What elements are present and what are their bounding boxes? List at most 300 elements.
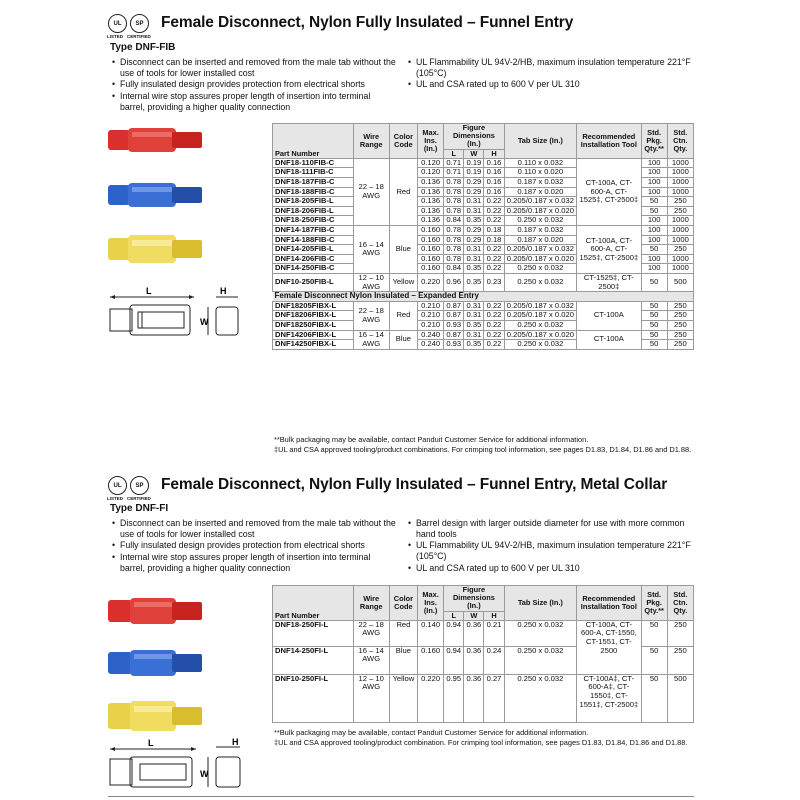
table-cell: 0.24 — [484, 646, 504, 674]
table-cell: 250 — [667, 340, 693, 350]
dimension-drawing — [108, 285, 248, 345]
table-cell: 0.21 — [484, 620, 504, 646]
table-cell: 0.205/0.187 x 0.032 — [504, 197, 577, 207]
table-cell: 0.35 — [464, 264, 484, 274]
table-cell: 16 – 14 AWG — [353, 646, 389, 674]
table-cell: 0.35 — [464, 216, 484, 226]
table-cell: 0.22 — [484, 301, 504, 311]
table-cell: 0.95 — [444, 674, 464, 722]
table-cell: CT-100A, CT-600-A, CT-1525‡, CT-2500‡ — [577, 225, 641, 273]
table-cell: 0.187 x 0.020 — [504, 235, 577, 245]
table-cell: 0.136 — [418, 206, 444, 216]
table-cell: 50 — [641, 646, 667, 674]
table-cell: 0.22 — [484, 216, 504, 226]
table-cell: DNF18-250FIB-C — [273, 216, 354, 226]
table-cell: 0.22 — [484, 197, 504, 207]
table-cell: 0.250 x 0.032 — [504, 340, 577, 350]
table-cell: 50 — [641, 620, 667, 646]
section2-note-tooling: ‡UL and CSA approved tooling/product combination. For crimping tool information, see pages D1.83, D1.84, D1.86 and D1.88. — [274, 738, 688, 747]
drawing-shape — [128, 183, 176, 207]
table-cell: 1000 — [667, 187, 693, 197]
table-cell: 1000 — [667, 158, 693, 168]
table-cell: 16 – 14 AWG — [353, 330, 389, 349]
bullet: • Disconnect can be inserted and removed from the male tab without the use of tools for lower installed cost — [112, 57, 397, 78]
table-cell: 1000 — [667, 235, 693, 245]
bullet: • UL and CSA rated up to 600 V per UL 310 — [408, 563, 698, 574]
table-cell: 0.31 — [464, 301, 484, 311]
drawing-shape — [130, 650, 176, 676]
table-cell: 0.31 — [464, 311, 484, 321]
table-row — [273, 674, 694, 722]
table-cell: 250 — [667, 301, 693, 311]
table-cell: 0.16 — [484, 158, 504, 168]
bullet: • UL and CSA rated up to 600 V per UL 310 — [408, 79, 698, 90]
table-cell: 0.19 — [464, 168, 484, 178]
table-cell: 1000 — [667, 178, 693, 188]
table-cell: 250 — [667, 620, 693, 646]
table-cell: 0.29 — [464, 178, 484, 188]
table-cell: 100 — [641, 216, 667, 226]
table-cell: Red — [389, 301, 417, 330]
table-cell: DNF14206FIBX-L — [273, 330, 354, 340]
header-pkg-qty: Std. Pkg. Qty.** — [641, 124, 667, 159]
table-cell: 0.250 x 0.032 — [504, 320, 577, 330]
header-tab-size: Tab Size (In.) — [504, 124, 577, 159]
table-cell: 0.78 — [444, 225, 464, 235]
header-tab-size: Tab Size (In.) — [504, 586, 577, 621]
table-cell: 22 – 18 AWG — [353, 620, 389, 646]
table-cell: 0.160 — [418, 254, 444, 264]
header-ctn-qty: Std. Ctn. Qty. — [667, 124, 693, 159]
table-cell: CT-1525‡, CT-2500‡ — [577, 273, 641, 291]
bottom-divider — [108, 796, 694, 797]
header-color-code: Color Code — [389, 124, 417, 159]
table-cell: 0.78 — [444, 254, 464, 264]
csa-logo: SP CERTIFIED — [130, 14, 149, 33]
dimension-drawing — [108, 737, 248, 795]
drawing-shape — [172, 654, 202, 672]
table-cell: 0.22 — [484, 330, 504, 340]
table-cell: DNF14250FIBX-L — [273, 340, 354, 350]
table-cell: 0.136 — [418, 216, 444, 226]
header-h: H — [484, 611, 504, 620]
table-cell: 0.36 — [464, 620, 484, 646]
dim-label-w: W — [200, 769, 209, 779]
table-cell: 22 – 18 AWG — [353, 158, 389, 225]
section1-title: Female Disconnect, Nylon Fully Insulated – Funnel Entry — [161, 14, 574, 31]
table-header-row — [273, 124, 694, 150]
table-cell: 0.35 — [464, 340, 484, 350]
bullet: • Internal wire stop assures proper length of insertion into terminal barrel, providing a higher quality connection — [112, 91, 397, 112]
table-row — [273, 225, 694, 235]
section2-spec-table — [272, 585, 694, 723]
table-cell: Red — [389, 620, 417, 646]
table-cell: 50 — [641, 273, 667, 291]
table-cell: 0.94 — [444, 620, 464, 646]
drawing-shape — [108, 652, 132, 674]
table-cell: 0.22 — [484, 320, 504, 330]
table-cell: 0.250 x 0.032 — [504, 264, 577, 274]
csa-logo: SP CERTIFIED — [130, 476, 149, 495]
table-cell: DNF18-110FIB-C — [273, 158, 354, 168]
table-cell: 0.22 — [484, 245, 504, 255]
table-cell: 0.160 — [418, 235, 444, 245]
drawing-shape — [134, 654, 172, 659]
table-cell: 0.160 — [418, 245, 444, 255]
dim-label-h: H — [232, 737, 239, 747]
dim-label-h: H — [220, 286, 227, 296]
header-color-code: Color Code — [389, 586, 417, 621]
table-cell: 100 — [641, 225, 667, 235]
table-cell: 0.27 — [484, 674, 504, 722]
table-cell: 1000 — [667, 225, 693, 235]
table-cell: 22 – 18 AWG — [353, 301, 389, 330]
table-cell: 0.210 — [418, 311, 444, 321]
header-figure-dimensions: Figure Dimensions (In.) — [444, 586, 504, 612]
table-cell: 0.205/0.187 x 0.020 — [504, 254, 577, 264]
table-cell: 0.96 — [444, 273, 464, 291]
dim-label-l: L — [146, 286, 152, 296]
drawing-shape — [132, 187, 172, 192]
table-cell: CT-100A, CT-600-A, CT-1525‡, CT-2500‡ — [577, 158, 641, 225]
blue-collar-disconnect-image — [108, 640, 208, 690]
table-cell: Yellow — [389, 273, 417, 291]
dim-label-l: L — [148, 738, 154, 748]
header-w: W — [464, 611, 484, 620]
table-header-row — [273, 586, 694, 612]
table-cell: 0.87 — [444, 311, 464, 321]
table-cell: 50 — [641, 330, 667, 340]
section2-bullets-left — [112, 518, 397, 575]
header-pkg-qty: Std. Pkg. Qty.** — [641, 586, 667, 621]
bullet: • UL Flammability UL 94V-2/HB, maximum insulation temperature 221°F (105°C) — [408, 57, 698, 78]
table-cell: 12 – 10 AWG — [353, 273, 389, 291]
table-cell: Yellow — [389, 674, 417, 722]
table-cell: 0.31 — [464, 245, 484, 255]
table-cell: 0.22 — [484, 264, 504, 274]
table-cell: 0.22 — [484, 340, 504, 350]
table-cell: 0.210 — [418, 320, 444, 330]
table-cell: 250 — [667, 320, 693, 330]
table-cell: 100 — [641, 235, 667, 245]
table-cell: 0.250 x 0.032 — [504, 216, 577, 226]
table-cell: 0.78 — [444, 206, 464, 216]
table-cell: 0.250 x 0.032 — [504, 646, 577, 674]
table-cell: 0.220 — [418, 674, 444, 722]
table-cell: 0.78 — [444, 245, 464, 255]
table-cell: 0.31 — [464, 254, 484, 264]
table-cell: DNF14-205FIB-L — [273, 245, 354, 255]
drawing-shape — [130, 701, 176, 731]
table-cell: DNF18206FIBX-L — [273, 311, 354, 321]
table-cell: DNF10-250FI-L — [273, 674, 354, 722]
drawing-shape — [216, 757, 240, 787]
section1-bullets-left — [112, 57, 397, 114]
section1-note-bulk: **Bulk packaging may be available, contact Panduit Customer Service for additional information. — [274, 435, 589, 444]
yellow-collar-disconnect-image — [108, 693, 208, 743]
table-cell: 0.210 — [418, 301, 444, 311]
table-cell: CT-100A — [577, 301, 641, 330]
ul-logo: UL LISTED — [108, 14, 127, 33]
table-cell: 50 — [641, 197, 667, 207]
header-figure-dimensions: Figure Dimensions (In.) — [444, 124, 504, 150]
table-cell: 0.16 — [484, 187, 504, 197]
table-cell: 250 — [667, 206, 693, 216]
table-cell: DNF14-187FIB-C — [273, 225, 354, 235]
table-cell: 50 — [641, 206, 667, 216]
header-l: L — [444, 611, 464, 620]
header-h: H — [484, 149, 504, 158]
table-cell: 0.250 x 0.032 — [504, 273, 577, 291]
table-cell: Red — [389, 158, 417, 225]
drawing-shape — [138, 312, 184, 328]
table-cell: DNF14-250FI-L — [273, 646, 354, 674]
table-row — [273, 158, 694, 168]
yellow-disconnect-image — [108, 228, 208, 278]
bullet: • Internal wire stop assures proper length of insertion into terminal barrel, providing a higher quality connection — [112, 552, 397, 573]
table-cell: 0.29 — [464, 225, 484, 235]
table-cell: 0.29 — [464, 235, 484, 245]
table-cell: 250 — [667, 311, 693, 321]
table-cell: 0.205/0.187 x 0.020 — [504, 206, 577, 216]
table-cell: DNF18-206FIB-L — [273, 206, 354, 216]
table-cell: 0.205/0.187 x 0.032 — [504, 245, 577, 255]
drawing-shape — [130, 305, 190, 335]
header-wire-range: Wire Range — [353, 586, 389, 621]
table-cell: 0.136 — [418, 197, 444, 207]
drawing-shape — [108, 600, 132, 622]
bullet: • Disconnect can be inserted and removed from the male tab without the use of tools for lower installed cost — [112, 518, 397, 539]
drawing-shape — [140, 764, 186, 780]
section1-bullets-right — [408, 57, 698, 91]
table-cell: 0.187 x 0.032 — [504, 178, 577, 188]
table-cell: 1000 — [667, 168, 693, 178]
header-tool: Recommended Installation Tool — [577, 124, 641, 159]
table-cell: 100 — [641, 187, 667, 197]
expanded-entry-title: Female Disconnect Nylon Insulated – Expanded Entry — [273, 292, 694, 302]
table-cell: 0.35 — [464, 320, 484, 330]
table-cell: 0.160 — [418, 264, 444, 274]
table-row — [273, 273, 694, 291]
section2-type: Type DNF-FI — [110, 503, 169, 514]
drawing-shape — [132, 132, 172, 137]
table-cell: 100 — [641, 254, 667, 264]
table-cell: 0.250 x 0.032 — [504, 674, 577, 722]
table-cell: 0.36 — [464, 674, 484, 722]
drawing-shape — [172, 240, 202, 258]
table-cell: 250 — [667, 245, 693, 255]
table-cell: 250 — [667, 197, 693, 207]
table-cell: 250 — [667, 330, 693, 340]
drawing-shape — [191, 747, 196, 751]
table-cell: 16 – 14 AWG — [353, 225, 389, 273]
table-cell: 500 — [667, 273, 693, 291]
table-cell: 50 — [641, 301, 667, 311]
table-cell: 100 — [641, 178, 667, 188]
drawing-shape — [108, 130, 130, 150]
table-cell: 0.87 — [444, 301, 464, 311]
ul-logo: UL LISTED — [108, 476, 127, 495]
table-cell: CT-100A‡, CT-600-A‡, CT-1550‡, CT-1551‡, CT-2500‡ — [577, 674, 641, 722]
table-cell: DNF18-111FIB-C — [273, 168, 354, 178]
table-cell: 0.240 — [418, 330, 444, 340]
table-cell: 0.240 — [418, 340, 444, 350]
table-cell: DNF18250FIBX-L — [273, 320, 354, 330]
dim-label-w: W — [200, 317, 209, 327]
table-section-row — [273, 292, 694, 302]
section2-title: Female Disconnect, Nylon Fully Insulated – Funnel Entry, Metal Collar — [161, 476, 668, 493]
drawing-shape — [110, 295, 115, 299]
table-cell: 0.71 — [444, 158, 464, 168]
header-tool: Recommended Installation Tool — [577, 586, 641, 621]
table-cell: DNF18-250FI-L — [273, 620, 354, 646]
header-w: W — [464, 149, 484, 158]
drawing-shape — [172, 187, 202, 203]
table-cell: DNF18-205FIB-L — [273, 197, 354, 207]
header-l: L — [444, 149, 464, 158]
table-cell: 0.94 — [444, 646, 464, 674]
table-cell: 0.31 — [464, 330, 484, 340]
table-cell: 1000 — [667, 254, 693, 264]
table-cell: 0.110 x 0.032 — [504, 158, 577, 168]
table-cell: DNF14-188FIB-C — [273, 235, 354, 245]
table-cell: 1000 — [667, 264, 693, 274]
table-cell: 100 — [641, 168, 667, 178]
table-cell: 0.22 — [484, 206, 504, 216]
table-cell: 250 — [667, 646, 693, 674]
drawing-shape — [110, 309, 132, 331]
table-cell: 0.31 — [464, 197, 484, 207]
table-cell: 0.16 — [484, 168, 504, 178]
drawing-shape — [130, 757, 192, 787]
table-cell: DNF14-206FIB-C — [273, 254, 354, 264]
table-cell: 0.18 — [484, 235, 504, 245]
table-cell: DNF18205FIBX-L — [273, 301, 354, 311]
drawing-shape — [132, 240, 172, 246]
table-cell: 0.187 x 0.032 — [504, 225, 577, 235]
table-cell: 0.78 — [444, 197, 464, 207]
table-cell: 0.220 — [418, 273, 444, 291]
table-cell: 0.84 — [444, 264, 464, 274]
header-ctn-qty: Std. Ctn. Qty. — [667, 586, 693, 621]
bullet: • UL Flammability UL 94V-2/HB, maximum insulation temperature 221°F (105°C) — [408, 540, 698, 561]
section1-note-tooling: ‡UL and CSA approved tooling/product combinations. For crimping tool information, see pages D1.83, D1.84, D1.86 and D1.88. — [274, 445, 692, 454]
table-cell: 50 — [641, 245, 667, 255]
table-cell: 0.78 — [444, 178, 464, 188]
header-part-number: Part Number — [273, 124, 354, 159]
table-cell: 0.31 — [464, 206, 484, 216]
table-cell: 50 — [641, 311, 667, 321]
drawing-shape — [128, 128, 176, 152]
table-cell: 0.120 — [418, 158, 444, 168]
table-cell: 0.87 — [444, 330, 464, 340]
table-cell: 100 — [641, 264, 667, 274]
table-cell: 0.78 — [444, 187, 464, 197]
header-max-ins: Max. Ins. (In.) — [418, 586, 444, 621]
table-cell: 0.19 — [464, 158, 484, 168]
table-cell: 0.93 — [444, 340, 464, 350]
drawing-shape — [108, 185, 130, 205]
table-cell: 0.136 — [418, 187, 444, 197]
table-cell: 0.36 — [464, 646, 484, 674]
table-cell: 0.84 — [444, 216, 464, 226]
blue-disconnect-image — [108, 175, 208, 225]
table-cell: 1000 — [667, 216, 693, 226]
table-cell: 0.187 x 0.020 — [504, 187, 577, 197]
header-part-number: Part Number — [273, 586, 354, 621]
drawing-shape — [128, 235, 176, 263]
table-cell: Blue — [389, 225, 417, 273]
table-cell: 50 — [641, 674, 667, 722]
red-collar-disconnect-image — [108, 588, 208, 638]
table-cell: 0.250 x 0.032 — [504, 620, 577, 646]
header-wire-range: Wire Range — [353, 124, 389, 159]
table-cell: DNF18-187FIB-C — [273, 178, 354, 188]
section1-type: Type DNF-FIB — [110, 42, 176, 53]
table-cell: CT-100A — [577, 330, 641, 349]
table-cell: 0.140 — [418, 620, 444, 646]
table-cell: 0.35 — [464, 273, 484, 291]
section2-note-bulk: **Bulk packaging may be available, contact Panduit Customer Service for additional information. — [274, 728, 589, 737]
table-cell: 0.110 x 0.020 — [504, 168, 577, 178]
logo-group — [107, 14, 151, 39]
table-cell: 0.136 — [418, 178, 444, 188]
table-cell: Blue — [389, 330, 417, 349]
drawing-shape — [108, 238, 130, 260]
drawing-shape — [216, 307, 238, 335]
bullet: • Barrel design with larger outside diameter for use with more common hand tools — [408, 518, 698, 539]
table-cell: 500 — [667, 674, 693, 722]
table-cell: 50 — [641, 340, 667, 350]
table-cell: 0.205/0.187 x 0.020 — [504, 330, 577, 340]
drawing-shape — [172, 602, 202, 620]
drawing-shape — [172, 707, 202, 725]
red-disconnect-image — [108, 120, 208, 170]
bullet: • Fully insulated design provides protection from electrical shorts — [112, 79, 397, 90]
table-cell: 0.205/0.187 x 0.020 — [504, 311, 577, 321]
table-cell: 0.18 — [484, 225, 504, 235]
table-cell: 0.205/0.187 x 0.032 — [504, 301, 577, 311]
table-cell: 0.29 — [464, 187, 484, 197]
bullet: • Fully insulated design provides protection from electrical shorts — [112, 540, 397, 551]
table-cell: Blue — [389, 646, 417, 674]
drawing-shape — [130, 598, 176, 624]
header-max-ins: Max. Ins. (In.) — [418, 124, 444, 159]
table-cell: 12 – 10 AWG — [353, 674, 389, 722]
table-row — [273, 620, 694, 646]
table-cell: 0.22 — [484, 311, 504, 321]
table-cell: 0.93 — [444, 320, 464, 330]
drawing-shape — [110, 747, 115, 751]
table-cell: 0.22 — [484, 254, 504, 264]
table-cell: 0.23 — [484, 273, 504, 291]
table-cell: CT-100A, CT-600-A, CT-1550, CT-1551, CT-2500 — [577, 620, 641, 674]
table-cell: DNF18-188FIB-C — [273, 187, 354, 197]
table-cell: 0.160 — [418, 225, 444, 235]
table-cell: 0.71 — [444, 168, 464, 178]
section2-bullets-right — [408, 518, 698, 575]
drawing-shape — [172, 132, 202, 148]
table-cell: 0.160 — [418, 646, 444, 674]
table-cell: 50 — [641, 320, 667, 330]
section1-spec-table — [272, 123, 694, 350]
table-cell: DNF14-250FIB-C — [273, 264, 354, 274]
drawing-shape — [108, 703, 132, 729]
logo-group — [107, 476, 151, 501]
table-cell: DNF10-250FIB-L — [273, 273, 354, 291]
table-cell: 0.16 — [484, 178, 504, 188]
table-cell: 0.120 — [418, 168, 444, 178]
